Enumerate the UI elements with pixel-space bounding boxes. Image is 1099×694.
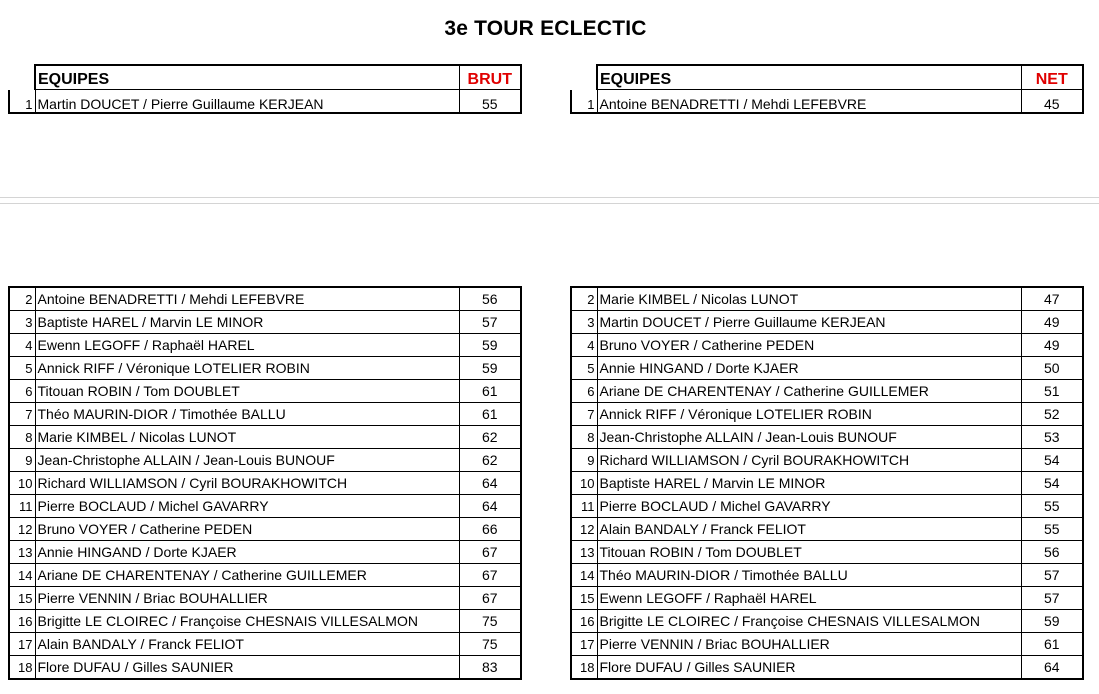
net-row: [571, 656, 1083, 680]
brut-score: 67: [459, 587, 521, 610]
net-team: Théo MAURIN-DIOR / Timothée BALLU: [597, 564, 1021, 587]
brut-team: Alain BANDALY / Franck FELIOT: [35, 633, 459, 656]
net-winner-team: Antoine BENADRETTI / Mehdi LEFEBVRE: [597, 90, 1021, 114]
net-team: Marie KIMBEL / Nicolas LUNOT: [597, 287, 1021, 311]
net-score: 52: [1021, 403, 1083, 426]
brut-row: [9, 287, 521, 311]
brut-score: 67: [459, 564, 521, 587]
net-row: [571, 587, 1083, 610]
brut-winner-score: 55: [459, 90, 521, 114]
brut-row: [9, 564, 521, 587]
net-row: [571, 287, 1083, 311]
brut-row: [9, 656, 521, 680]
net-winner-table: [570, 64, 1084, 114]
brut-row: [9, 633, 521, 656]
brut-rank: 4: [9, 334, 35, 357]
brut-team: Brigitte LE CLOIREC / Françoise CHESNAIS VILLESALMON: [35, 610, 459, 633]
brut-teams-heading: EQUIPES: [35, 65, 459, 90]
brut-winner-row: [9, 90, 521, 114]
net-row: [571, 357, 1083, 380]
net-team: Flore DUFAU / Gilles SAUNIER: [597, 656, 1021, 680]
brut-score: 67: [459, 541, 521, 564]
brut-rank: 16: [9, 610, 35, 633]
net-rank: 10: [571, 472, 597, 495]
net-rank: 11: [571, 495, 597, 518]
net-row: [571, 334, 1083, 357]
brut-row: [9, 495, 521, 518]
brut-winner-rank: 1: [9, 90, 35, 114]
net-rank: 16: [571, 610, 597, 633]
brut-team: Flore DUFAU / Gilles SAUNIER: [35, 656, 459, 680]
net-team: Pierre VENNIN / Briac BOUHALLIER: [597, 633, 1021, 656]
brut-team: Ewenn LEGOFF / Raphaël HAREL: [35, 334, 459, 357]
brut-score-heading: BRUT: [459, 65, 521, 90]
brut-header-spacer: [9, 65, 35, 90]
brut-team: Titouan ROBIN / Tom DOUBLET: [35, 380, 459, 403]
brut-team: Théo MAURIN-DIOR / Timothée BALLU: [35, 403, 459, 426]
net-score: 59: [1021, 610, 1083, 633]
brut-score: 75: [459, 610, 521, 633]
net-team: Annie HINGAND / Dorte KJAER: [597, 357, 1021, 380]
net-row: [571, 449, 1083, 472]
brut-score: 64: [459, 472, 521, 495]
net-rank: 12: [571, 518, 597, 541]
net-rank: 14: [571, 564, 597, 587]
brut-score: 61: [459, 403, 521, 426]
net-score: 49: [1021, 334, 1083, 357]
net-score: 57: [1021, 564, 1083, 587]
net-rank: 8: [571, 426, 597, 449]
net-row: [571, 380, 1083, 403]
net-team: Bruno VOYER / Catherine PEDEN: [597, 334, 1021, 357]
net-score: 47: [1021, 287, 1083, 311]
net-score: 56: [1021, 541, 1083, 564]
net-score: 61: [1021, 633, 1083, 656]
brut-row: [9, 357, 521, 380]
brut-rank: 11: [9, 495, 35, 518]
net-row: [571, 311, 1083, 334]
net-team: Martin DOUCET / Pierre Guillaume KERJEAN: [597, 311, 1021, 334]
brut-row: [9, 587, 521, 610]
net-team: Ariane DE CHARENTENAY / Catherine GUILLEMER: [597, 380, 1021, 403]
page-divider-top: [0, 197, 1099, 198]
net-header-spacer: [571, 65, 597, 90]
brut-ranking-table: [8, 286, 522, 680]
brut-team: Pierre BOCLAUD / Michel GAVARRY: [35, 495, 459, 518]
net-rank: 18: [571, 656, 597, 680]
brut-score: 59: [459, 334, 521, 357]
net-score: 51: [1021, 380, 1083, 403]
brut-rank: 10: [9, 472, 35, 495]
brut-score: 75: [459, 633, 521, 656]
net-team: Annick RIFF / Véronique LOTELIER ROBIN: [597, 403, 1021, 426]
net-score: 54: [1021, 472, 1083, 495]
brut-score: 57: [459, 311, 521, 334]
net-team: Baptiste HAREL / Marvin LE MINOR: [597, 472, 1021, 495]
brut-score: 64: [459, 495, 521, 518]
net-row: [571, 564, 1083, 587]
brut-score: 56: [459, 287, 521, 311]
brut-rank: 17: [9, 633, 35, 656]
brut-score: 66: [459, 518, 521, 541]
net-score: 55: [1021, 518, 1083, 541]
brut-row: [9, 518, 521, 541]
net-score: 53: [1021, 426, 1083, 449]
brut-team: Jean-Christophe ALLAIN / Jean-Louis BUNOUF: [35, 449, 459, 472]
net-row: [571, 633, 1083, 656]
brut-row: [9, 380, 521, 403]
net-team: Alain BANDALY / Franck FELIOT: [597, 518, 1021, 541]
net-teams-heading: EQUIPES: [597, 65, 1021, 90]
net-rank: 4: [571, 334, 597, 357]
net-rank: 15: [571, 587, 597, 610]
net-score: 54: [1021, 449, 1083, 472]
net-score: 49: [1021, 311, 1083, 334]
net-rank: 6: [571, 380, 597, 403]
brut-rank: 7: [9, 403, 35, 426]
brut-row: [9, 311, 521, 334]
net-row: [571, 403, 1083, 426]
net-header-row: [571, 65, 1083, 90]
brut-team: Marie KIMBEL / Nicolas LUNOT: [35, 426, 459, 449]
brut-rank: 12: [9, 518, 35, 541]
net-row: [571, 426, 1083, 449]
brut-row: [9, 449, 521, 472]
net-score: 57: [1021, 587, 1083, 610]
brut-row: [9, 541, 521, 564]
net-winner-score: 45: [1021, 90, 1083, 114]
brut-score: 62: [459, 426, 521, 449]
brut-score: 83: [459, 656, 521, 680]
net-winner-rank: 1: [571, 90, 597, 114]
net-team: Ewenn LEGOFF / Raphaël HAREL: [597, 587, 1021, 610]
brut-rank: 18: [9, 656, 35, 680]
brut-team: Ariane DE CHARENTENAY / Catherine GUILLEMER: [35, 564, 459, 587]
brut-score: 62: [459, 449, 521, 472]
net-team: Jean-Christophe ALLAIN / Jean-Louis BUNOUF: [597, 426, 1021, 449]
brut-score: 59: [459, 357, 521, 380]
page-title: 3e TOUR ECLECTIC: [444, 17, 647, 40]
brut-row: [9, 472, 521, 495]
net-score: 55: [1021, 495, 1083, 518]
brut-row: [9, 426, 521, 449]
net-team: Richard WILLIAMSON / Cyril BOURAKHOWITCH: [597, 449, 1021, 472]
net-rank: 7: [571, 403, 597, 426]
net-rank: 9: [571, 449, 597, 472]
net-team: Pierre BOCLAUD / Michel GAVARRY: [597, 495, 1021, 518]
brut-team: Bruno VOYER / Catherine PEDEN: [35, 518, 459, 541]
brut-rank: 5: [9, 357, 35, 380]
brut-row: [9, 334, 521, 357]
net-row: [571, 518, 1083, 541]
net-row: [571, 472, 1083, 495]
brut-rank: 13: [9, 541, 35, 564]
net-winner-row: [571, 90, 1083, 114]
net-row: [571, 541, 1083, 564]
net-rank: 3: [571, 311, 597, 334]
brut-team: Antoine BENADRETTI / Mehdi LEFEBVRE: [35, 287, 459, 311]
brut-score: 61: [459, 380, 521, 403]
net-ranking-table: [570, 286, 1084, 680]
net-rank: 5: [571, 357, 597, 380]
page-divider-bottom: [0, 203, 1099, 204]
net-row: [571, 610, 1083, 633]
brut-team: Baptiste HAREL / Marvin LE MINOR: [35, 311, 459, 334]
brut-rank: 14: [9, 564, 35, 587]
brut-row: [9, 403, 521, 426]
brut-header-row: [9, 65, 521, 90]
brut-rank: 3: [9, 311, 35, 334]
brut-rank: 2: [9, 287, 35, 311]
brut-team: Richard WILLIAMSON / Cyril BOURAKHOWITCH: [35, 472, 459, 495]
brut-rank: 8: [9, 426, 35, 449]
brut-rank: 6: [9, 380, 35, 403]
brut-rank: 9: [9, 449, 35, 472]
net-score: 64: [1021, 656, 1083, 680]
brut-winner-team: Martin DOUCET / Pierre Guillaume KERJEAN: [35, 90, 459, 114]
net-rank: 13: [571, 541, 597, 564]
net-rank: 2: [571, 287, 597, 311]
net-score: 50: [1021, 357, 1083, 380]
brut-team: Pierre VENNIN / Briac BOUHALLIER: [35, 587, 459, 610]
brut-team: Annick RIFF / Véronique LOTELIER ROBIN: [35, 357, 459, 380]
brut-team: Annie HINGAND / Dorte KJAER: [35, 541, 459, 564]
brut-winner-table: [8, 64, 522, 114]
brut-row: [9, 610, 521, 633]
net-score-heading: NET: [1021, 65, 1083, 90]
brut-rank: 15: [9, 587, 35, 610]
net-team: Brigitte LE CLOIREC / Françoise CHESNAIS VILLESALMON: [597, 610, 1021, 633]
net-team: Titouan ROBIN / Tom DOUBLET: [597, 541, 1021, 564]
net-row: [571, 495, 1083, 518]
net-rank: 17: [571, 633, 597, 656]
